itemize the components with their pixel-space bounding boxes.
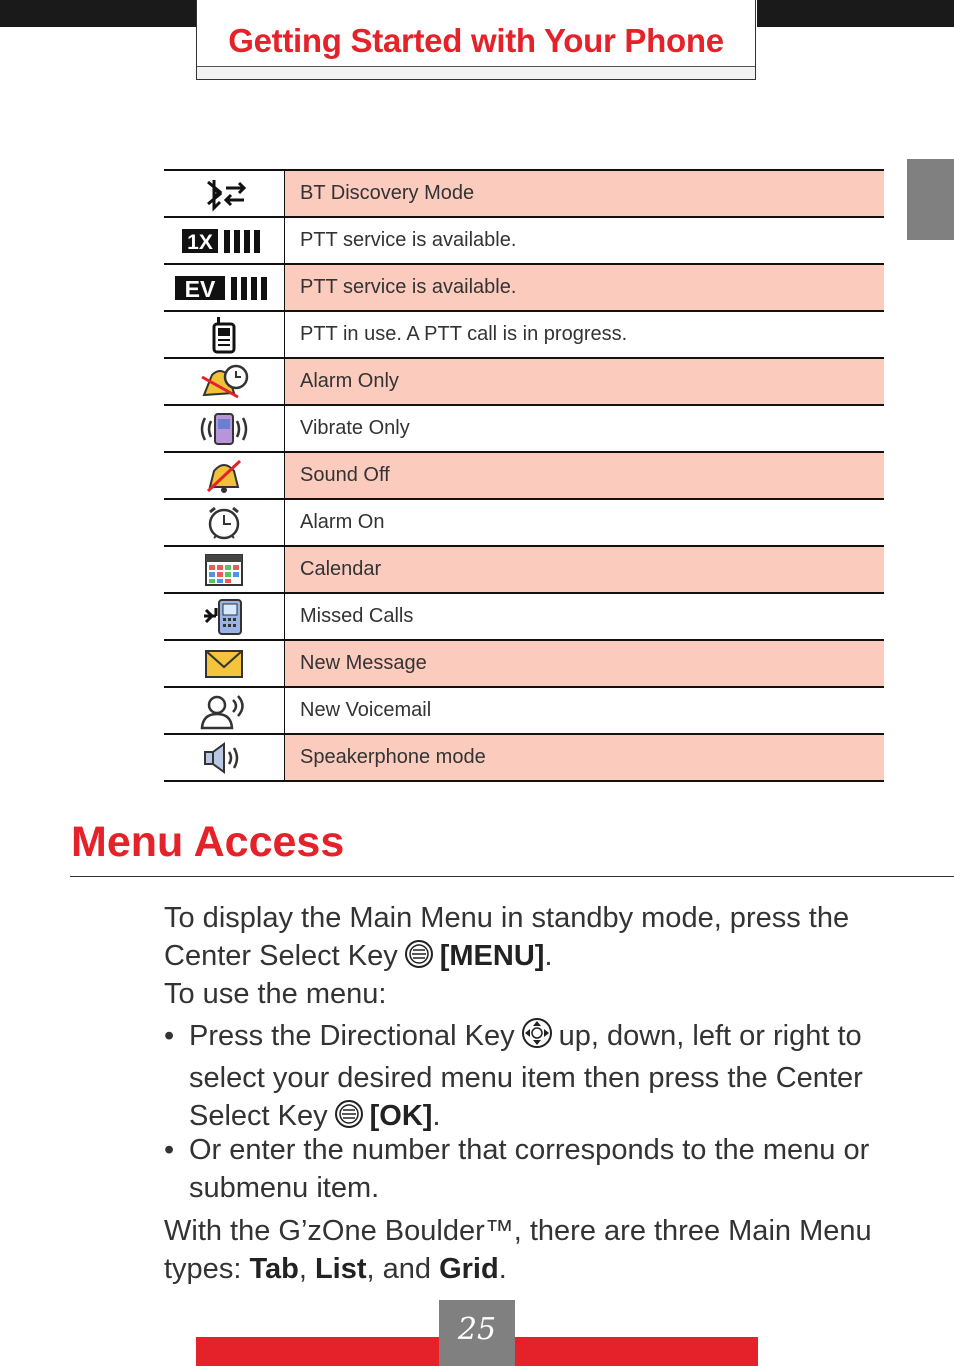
table-row xyxy=(164,640,884,687)
table-cell: Missed Calls xyxy=(285,593,885,640)
list-item: • Or enter the number that corresponds to the menu or submenu item. xyxy=(164,1134,870,1204)
table-cell: Alarm On xyxy=(285,499,885,546)
table-cell: PTT service is available. xyxy=(285,217,885,264)
missed-calls-icon xyxy=(202,598,246,636)
chapter-title: Getting Started with Your Phone xyxy=(228,22,724,59)
status-icon-table xyxy=(164,169,884,782)
header-box xyxy=(196,0,756,80)
table-cell: BT Discovery Mode xyxy=(285,170,885,217)
header-bar-left xyxy=(0,0,197,27)
new-voicemail-icon xyxy=(199,692,249,730)
table-cell: PTT in use. A PTT call is in progress. xyxy=(285,311,885,358)
use-menu-text: To use the menu: xyxy=(164,978,387,1010)
vibrate-only-icon xyxy=(197,410,251,448)
alarm-only-icon xyxy=(198,363,250,401)
header-bar-right xyxy=(757,0,954,27)
ev-ptt-signal-icon xyxy=(173,273,275,303)
footer-bar-right xyxy=(515,1337,758,1366)
table-row xyxy=(164,546,884,593)
calendar-icon xyxy=(204,551,244,589)
1x-ptt-signal-icon xyxy=(180,226,268,256)
center-select-key-icon xyxy=(404,939,434,979)
table-cell: Vibrate Only xyxy=(285,405,885,452)
table-cell: PTT service is available. xyxy=(285,264,885,311)
table-cell: Alarm Only xyxy=(285,358,885,405)
bluetooth-discovery-icon xyxy=(196,176,252,212)
table-cell: New Message xyxy=(285,640,885,687)
speakerphone-icon xyxy=(202,740,246,776)
table-cell: Speakerphone mode xyxy=(285,734,885,781)
table-row xyxy=(164,734,884,781)
table-row xyxy=(164,452,884,499)
ptt-in-use-icon xyxy=(210,316,238,354)
menu-types-paragraph: With the G’zOne Boulder™, there are three Main Menu types: Tab, List, and Grid. xyxy=(164,1215,872,1285)
page-number: 25 xyxy=(439,1300,515,1366)
table-row xyxy=(164,687,884,734)
table-row xyxy=(164,499,884,546)
table-row xyxy=(164,593,884,640)
table-row xyxy=(164,358,884,405)
sound-off-icon xyxy=(204,457,244,495)
table-row xyxy=(164,311,884,358)
footer-bar-left xyxy=(196,1337,439,1366)
table-row xyxy=(164,170,884,217)
svg-text:EV: EV xyxy=(184,275,216,302)
list-item: • Press the Directional Key up, down, left or right to select your desired menu item then press the Center Select Key [OK]. xyxy=(164,1017,884,1139)
alarm-on-icon xyxy=(204,504,244,542)
svg-text:1X: 1X xyxy=(187,230,213,254)
directional-key-icon xyxy=(521,1017,553,1059)
table-cell: Calendar xyxy=(285,546,885,593)
table-row xyxy=(164,405,884,452)
table-row xyxy=(164,264,884,311)
section-divider xyxy=(70,876,954,877)
table-cell: Sound Off xyxy=(285,452,885,499)
section-title: Menu Access xyxy=(71,818,345,866)
table-row xyxy=(164,217,884,264)
side-tab xyxy=(907,159,954,240)
table-cell: New Voicemail xyxy=(285,687,885,734)
intro-paragraph: To display the Main Menu in standby mode, press the Center Select Key [MENU]. xyxy=(164,899,884,979)
new-message-icon xyxy=(203,647,245,681)
